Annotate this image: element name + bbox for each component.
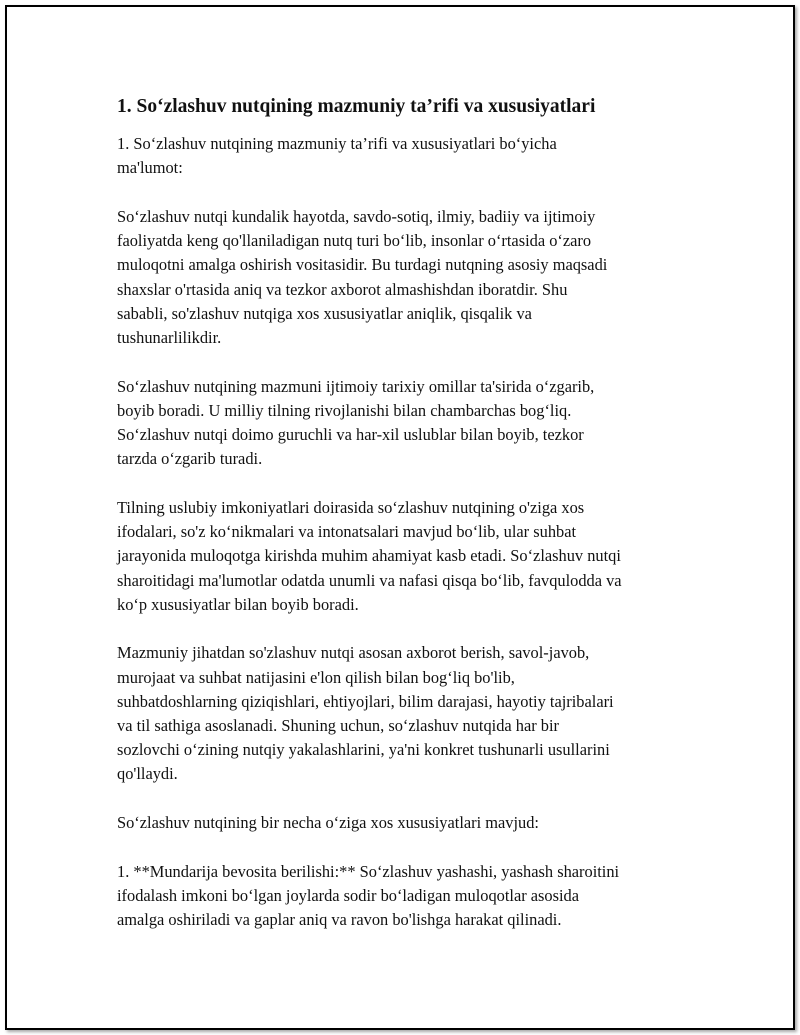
- document-content: [117, 94, 697, 957]
- text-line: tushunarlilikdir.: [117, 327, 222, 347]
- document-title: 1. So‘zlashuv nutqining mazmuniy ta’rifi va xususiyatlari: [117, 96, 596, 117]
- text-line: So‘zlashuv nutqi kundalik hayotda, savdo-sotiq, ilmiy, badiiy va ijtimoiy: [117, 206, 596, 226]
- text-line: So‘zlashuv nutqining mazmuni ijtimoiy tarixiy omillar ta'sirida o‘zgarib,: [117, 376, 595, 396]
- text-line: jarayonida muloqotga kirishda muhim ahamiyat kasb etadi. So‘zlashuv nutqi: [117, 546, 621, 566]
- text-line: murojaat va suhbat natijasini e'lon qilish bilan bog‘liq bo'lib,: [117, 667, 515, 687]
- text-line: shaxslar o'rtasida aniq va tezkor axborot almashishdan iboratdir. Shu: [117, 279, 568, 299]
- paragraph: [117, 860, 697, 933]
- text-line: muloqotni amalga oshirish vositasidir. Bu turdagi nutqning asosiy maqsadi: [117, 255, 608, 275]
- text-line: qo'llaydi.: [117, 764, 178, 784]
- paragraph: [117, 811, 697, 835]
- text-line: Tilning uslubiy imkoniyatlari doirasida so‘zlashuv nutqining o'ziga xos: [117, 497, 585, 517]
- text-line: ko‘p xususiyatlar bilan boyib boradi.: [117, 594, 359, 614]
- text-line: boyib boradi. U milliy tilning rivojlanishi bilan chambarchas bog‘liq.: [117, 400, 572, 420]
- paragraph-list: [117, 132, 697, 932]
- text-line: So‘zlashuv nutqining bir necha o‘ziga xos xususiyatlari mavjud:: [117, 813, 539, 833]
- paragraph: [117, 205, 697, 350]
- paragraph: [117, 132, 697, 180]
- paragraph: [117, 375, 697, 472]
- text-line: suhbatdoshlarning qiziqishlari, ehtiyojlari, bilim darajasi, hayotiy tajribalari: [117, 691, 614, 711]
- text-line: sozlovchi o‘zining nutqiy yakalashlarini, ya'ni konkret tushunarli usullarini: [117, 740, 610, 760]
- text-line: ifodalash imkoni bo‘lgan joylarda sodir bo‘ladigan muloqotlar asosida: [117, 886, 580, 906]
- paragraph: [117, 496, 697, 617]
- text-line: va til sathiga asoslanadi. Shuning uchun, so‘zlashuv nutqida har bir: [117, 716, 560, 736]
- text-line: So‘zlashuv nutqi doimo guruchli va har-xil uslublar bilan boyib, tezkor: [117, 425, 584, 445]
- text-line: sharoitidagi ma'lumotlar odatda unumli va nafasi qisqa bo‘lib, favqulodda va: [117, 570, 622, 590]
- text-line: 1. So‘zlashuv nutqining mazmuniy ta’rifi va xususiyatlari bo‘yicha: [117, 134, 557, 153]
- text-line: ma'lumot:: [117, 158, 183, 178]
- text-line: ifodalari, so'z ko‘nikmalari va intonatsalari mavjud bo‘lib, ular suhbat: [117, 522, 577, 542]
- text-line: sababli, so'zlashuv nutqiga xos xususiyatlar aniqlik, qisqalik va: [117, 303, 532, 323]
- text-line: tarzda o‘zgarib turadi.: [117, 449, 263, 469]
- text-line: 1. **Mundarija bevosita berilishi:** So‘zlashuv yashashi, yashash sharoitini: [117, 861, 620, 881]
- text-line: faoliyatda keng qo'llaniladigan nutq turi bo‘lib, insonlar o‘rtasida o‘zaro: [117, 231, 592, 251]
- text-line: amalga oshiriladi va gaplar aniq va ravon bo'lishga harakat qilinadi.: [117, 910, 562, 930]
- paragraph: [117, 641, 697, 786]
- text-line: Mazmuniy jihatdan so'zlashuv nutqi asosan axborot berish, savol-javob,: [117, 643, 590, 663]
